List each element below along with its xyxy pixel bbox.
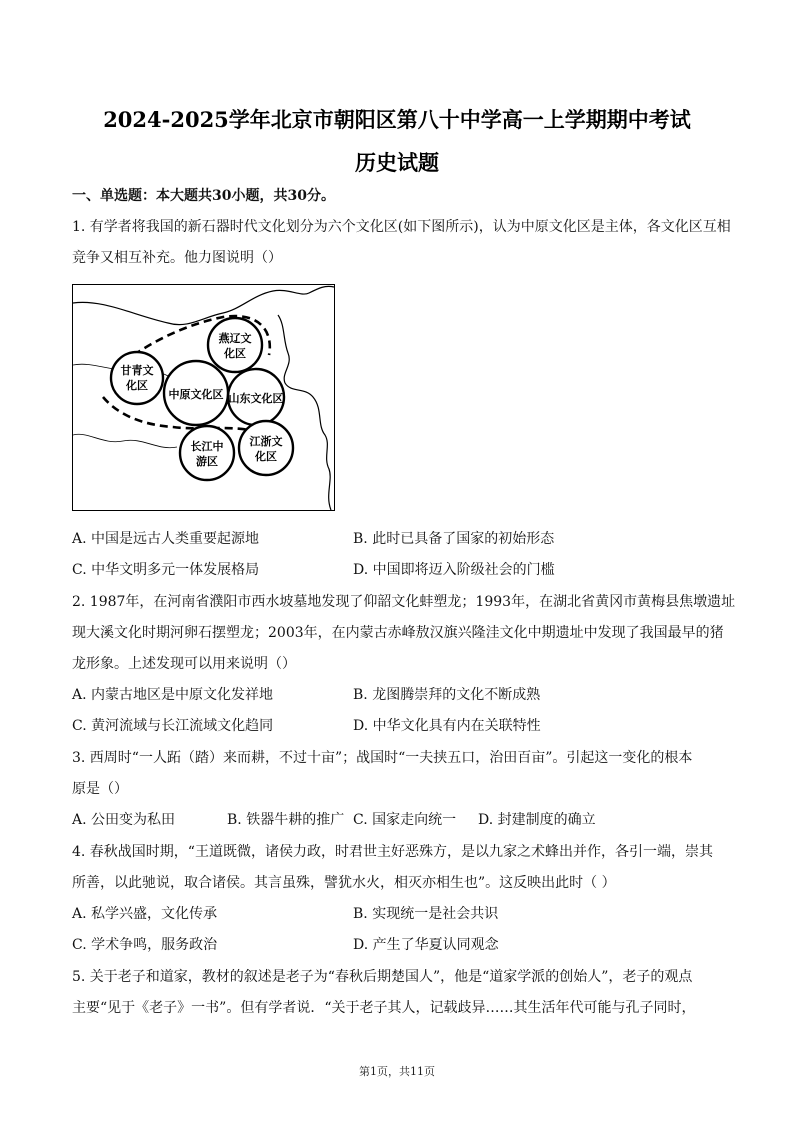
region-yanliao-circle: [208, 318, 262, 372]
label-yanliao-2: 化区: [224, 347, 246, 360]
q2-option-b[interactable]: B. 龙图腾崇拜的文化不断成熟: [353, 687, 541, 703]
q1-option-b[interactable]: B. 此时已具备了国家的初始形态: [353, 531, 555, 547]
section-heading: 一、单选题：本大题共30小题，共30分。: [72, 188, 335, 204]
label-zhongyuan: 中原文化区: [168, 388, 224, 401]
label-changjiang-1: 长江中: [190, 440, 224, 453]
region-jiangzhe-circle: [239, 421, 293, 475]
q2-stem-line3: 龙形象。上述发现可以用来说明（）: [72, 656, 296, 672]
q4-option-b[interactable]: B. 实现统一是社会共识: [353, 906, 499, 922]
q3-option-d[interactable]: D. 封建制度的确立: [478, 812, 596, 828]
q3-option-a[interactable]: A. 公田变为私田: [72, 812, 176, 828]
label-jiangzhe-1: 江浙文: [249, 435, 283, 448]
label-gansu-1: 甘青文: [120, 364, 154, 377]
q4-option-c[interactable]: C. 学术争鸣，服务政治: [72, 937, 218, 953]
page-footer: 第1页，共11页: [359, 1065, 435, 1078]
q2-stem-line2: 现大溪文化时期河卵石摆塑龙；2003年，在内蒙古赤峰敖汉旗兴隆洼文化中期遗址中发现了我国最早的猪: [72, 625, 724, 641]
q5-stem-line2: 主要“见于《老子》一书”。但有学者说．“关于老子其人，记载歧异……其生活年代可能与孔子同时，: [72, 1000, 696, 1016]
q3-option-b[interactable]: B. 铁器牛耕的推广: [227, 812, 345, 828]
q1-stem-line2: 竞争又相互补充。他力图说明（）: [72, 250, 282, 266]
q2-stem-line1: 2. 1987年，在河南省濮阳市西水坡墓地发现了仰韶文化蚌塑龙；1993年，在湖北省黄冈市黄梅县焦墩遗址: [72, 594, 736, 610]
label-yanliao-1: 燕辽文: [218, 332, 252, 345]
q2-option-c[interactable]: C. 黄河流域与长江流域文化趋同: [72, 718, 274, 734]
exam-title: 2024-2025学年北京市朝阳区第八十中学高一上学期期中考试: [103, 107, 691, 132]
q4-option-d[interactable]: D. 产生了华夏认同观念: [353, 937, 499, 953]
q4-option-a[interactable]: A. 私学兴盛，文化传承: [72, 906, 218, 922]
q2-option-a[interactable]: A. 内蒙古地区是中原文化发祥地: [72, 687, 274, 703]
river-line-south: [73, 434, 177, 447]
label-gansu-2: 化区: [126, 379, 148, 392]
q1-stem-line1: 1. 有学者将我国的新石器时代文化划分为六个文化区(如下图所示)，认为中原文化区是主体，各文化区互相: [72, 219, 731, 235]
region-gansu-circle: [111, 352, 163, 404]
q3-stem-line1: 3. 西周时“一人跖（踏）来而耕，不过十亩”；战国时“一夫挟五口，治田百亩”。引起这一变化的根本: [72, 750, 693, 766]
q4-stem-line2: 所善，以此驰说，取合诸侯。其言虽殊，譬犹水火，相灭亦相生也”。这反映出此时（ ）: [72, 875, 616, 891]
label-shandong: 山东文化区: [228, 392, 284, 405]
q1-option-c[interactable]: C. 中华文明多元一体发展格局: [72, 562, 260, 578]
q1-option-d[interactable]: D. 中国即将迈入阶级社会的门槛: [353, 562, 555, 578]
label-changjiang-2: 游区: [196, 455, 218, 468]
culture-region-map: [72, 284, 335, 511]
q2-option-d[interactable]: D. 中华文化具有内在关联特性: [353, 718, 541, 734]
q3-option-c[interactable]: C. 国家走向统一: [353, 812, 457, 828]
q3-stem-line2: 原是（）: [72, 781, 128, 797]
q1-option-a[interactable]: A. 中国是远古人类重要起源地: [72, 531, 260, 547]
label-jiangzhe-2: 化区: [255, 450, 277, 463]
map-figure: [73, 285, 334, 510]
q5-stem-line1: 5. 关于老子和道家，教材的叙述是老子为“春秋后期楚国人”，他是“道家学派的创始人”，老子的观点: [72, 969, 693, 985]
exam-subtitle: 历史试题: [355, 150, 439, 175]
coastline-north: [73, 286, 334, 324]
q4-stem-line1: 4. 春秋战国时期，“王道既微，诸侯力政，时君世主好恶殊方，是以九家之术蜂出并作，各引一端，崇其: [72, 844, 713, 860]
coastline-east: [278, 315, 331, 510]
region-changjiang-circle: [180, 426, 234, 480]
